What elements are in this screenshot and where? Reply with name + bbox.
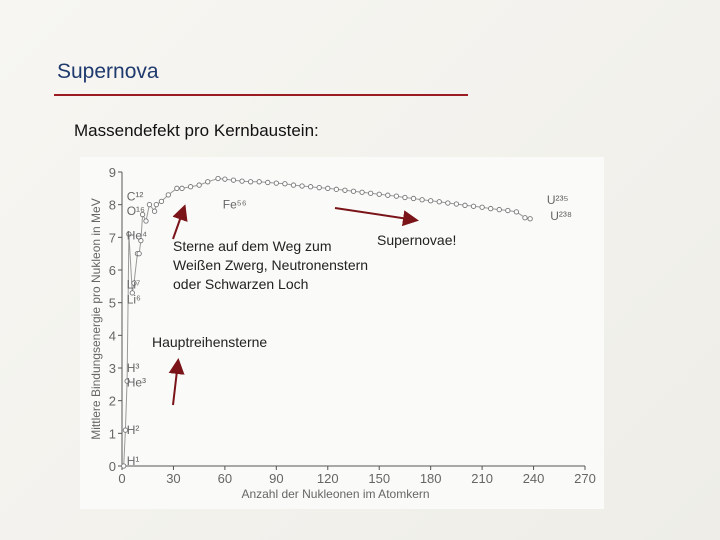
data-point xyxy=(152,209,156,213)
data-point xyxy=(266,180,270,184)
isotope-label: Li⁷ xyxy=(126,277,141,292)
annotation-sterne-line-2: Weißen Zwerg, Neutronenstern xyxy=(173,257,369,273)
supernovae-arrow xyxy=(335,208,415,220)
slide-subtitle: Massendefekt pro Kernbaustein: xyxy=(74,121,319,140)
x-axis-label: Anzahl der Nukleonen im Atomkern xyxy=(241,487,430,501)
isotope-label: H¹ xyxy=(126,454,140,469)
data-point xyxy=(144,219,148,223)
data-point xyxy=(188,185,192,189)
data-point xyxy=(428,199,432,203)
slide-title: Supernova xyxy=(57,60,159,83)
y-tick-label: 5 xyxy=(108,295,116,311)
data-point xyxy=(223,177,227,181)
y-tick-label: 1 xyxy=(108,426,116,442)
y-tick-label: 9 xyxy=(108,165,116,180)
x-tick-label: 240 xyxy=(522,471,545,486)
data-point xyxy=(180,186,184,190)
isotope-label: Fe⁵⁶ xyxy=(222,197,247,212)
data-point xyxy=(394,194,398,198)
data-point xyxy=(411,196,415,200)
isotope-label: U²³⁵ xyxy=(546,192,569,207)
data-point xyxy=(334,187,338,191)
data-point xyxy=(300,184,304,188)
data-point xyxy=(326,186,330,190)
isotope-label: U²³⁸ xyxy=(550,209,573,224)
data-point xyxy=(480,205,484,209)
data-point xyxy=(506,208,510,212)
data-point xyxy=(463,203,467,207)
data-point xyxy=(454,202,458,206)
x-tick-label: 120 xyxy=(316,471,339,486)
data-point xyxy=(528,217,532,221)
data-point xyxy=(523,216,527,220)
y-axis-label: Mittlere Bindungsenergie pro Nukleon in MeV xyxy=(89,198,103,440)
data-point xyxy=(231,178,235,182)
data-point xyxy=(154,202,158,206)
data-point xyxy=(308,185,312,189)
y-tick-label: 3 xyxy=(108,361,116,376)
y-tick-label: 6 xyxy=(108,263,116,278)
y-tick-label: 8 xyxy=(108,197,116,213)
data-point xyxy=(420,198,424,202)
data-point xyxy=(137,251,141,255)
data-point xyxy=(216,176,220,180)
isotope-label: Li⁶ xyxy=(126,292,141,307)
annotation-sterne-line-1: Sterne auf dem Weg zum xyxy=(173,238,332,254)
data-point xyxy=(248,180,252,184)
sterne-arrow xyxy=(173,208,184,239)
annotation-supernovae: Supernovae! xyxy=(377,232,457,248)
data-point xyxy=(437,200,441,204)
isotope-label: C¹² xyxy=(126,189,144,204)
data-point xyxy=(386,193,390,197)
x-tick-label: 270 xyxy=(574,471,596,486)
y-tick-label: 0 xyxy=(108,459,116,474)
data-point xyxy=(274,181,278,185)
data-point xyxy=(377,192,381,196)
x-tick-label: 90 xyxy=(269,471,284,486)
isotope-label: H² xyxy=(126,423,140,438)
data-point xyxy=(175,186,179,190)
data-point xyxy=(446,201,450,205)
data-point xyxy=(360,190,364,194)
annotation-sterne xyxy=(173,237,368,294)
data-point xyxy=(159,199,163,203)
x-tick-label: 30 xyxy=(166,471,181,486)
isotope-label: He⁴ xyxy=(126,228,148,243)
data-point xyxy=(488,206,492,210)
data-point xyxy=(147,202,151,206)
data-point xyxy=(368,191,372,195)
data-point xyxy=(122,464,126,468)
data-point xyxy=(283,182,287,186)
x-tick-label: 180 xyxy=(419,471,442,486)
hauptreihe-arrow xyxy=(173,362,178,405)
data-point xyxy=(351,189,355,193)
x-tick-label: 0 xyxy=(118,471,126,486)
data-point xyxy=(471,204,475,208)
data-point xyxy=(403,195,407,199)
y-tick-label: 2 xyxy=(108,393,116,409)
y-tick-label: 7 xyxy=(108,230,116,246)
data-point xyxy=(206,180,210,184)
x-tick-label: 210 xyxy=(471,471,493,486)
data-point xyxy=(257,180,261,184)
data-point xyxy=(497,207,501,211)
data-point xyxy=(514,210,518,214)
data-point xyxy=(343,188,347,192)
data-point xyxy=(317,185,321,189)
annotation-sterne-line-3: oder Schwarzen Loch xyxy=(173,276,309,292)
x-tick-label: 150 xyxy=(368,471,391,486)
annotation-hauptreihensterne: Hauptreihensterne xyxy=(152,334,268,350)
x-tick-label: 60 xyxy=(217,471,233,486)
binding-energy-figure xyxy=(80,157,604,509)
isotope-label: He³ xyxy=(126,375,147,390)
title-underline xyxy=(54,94,468,96)
data-point xyxy=(291,183,295,187)
isotope-label: O¹⁶ xyxy=(126,204,145,219)
data-point xyxy=(197,183,201,187)
isotope-label: H³ xyxy=(126,361,140,375)
data-point xyxy=(240,179,244,183)
binding-energy-curve xyxy=(124,179,530,467)
y-tick-label: 4 xyxy=(108,328,116,344)
data-point xyxy=(166,193,170,197)
